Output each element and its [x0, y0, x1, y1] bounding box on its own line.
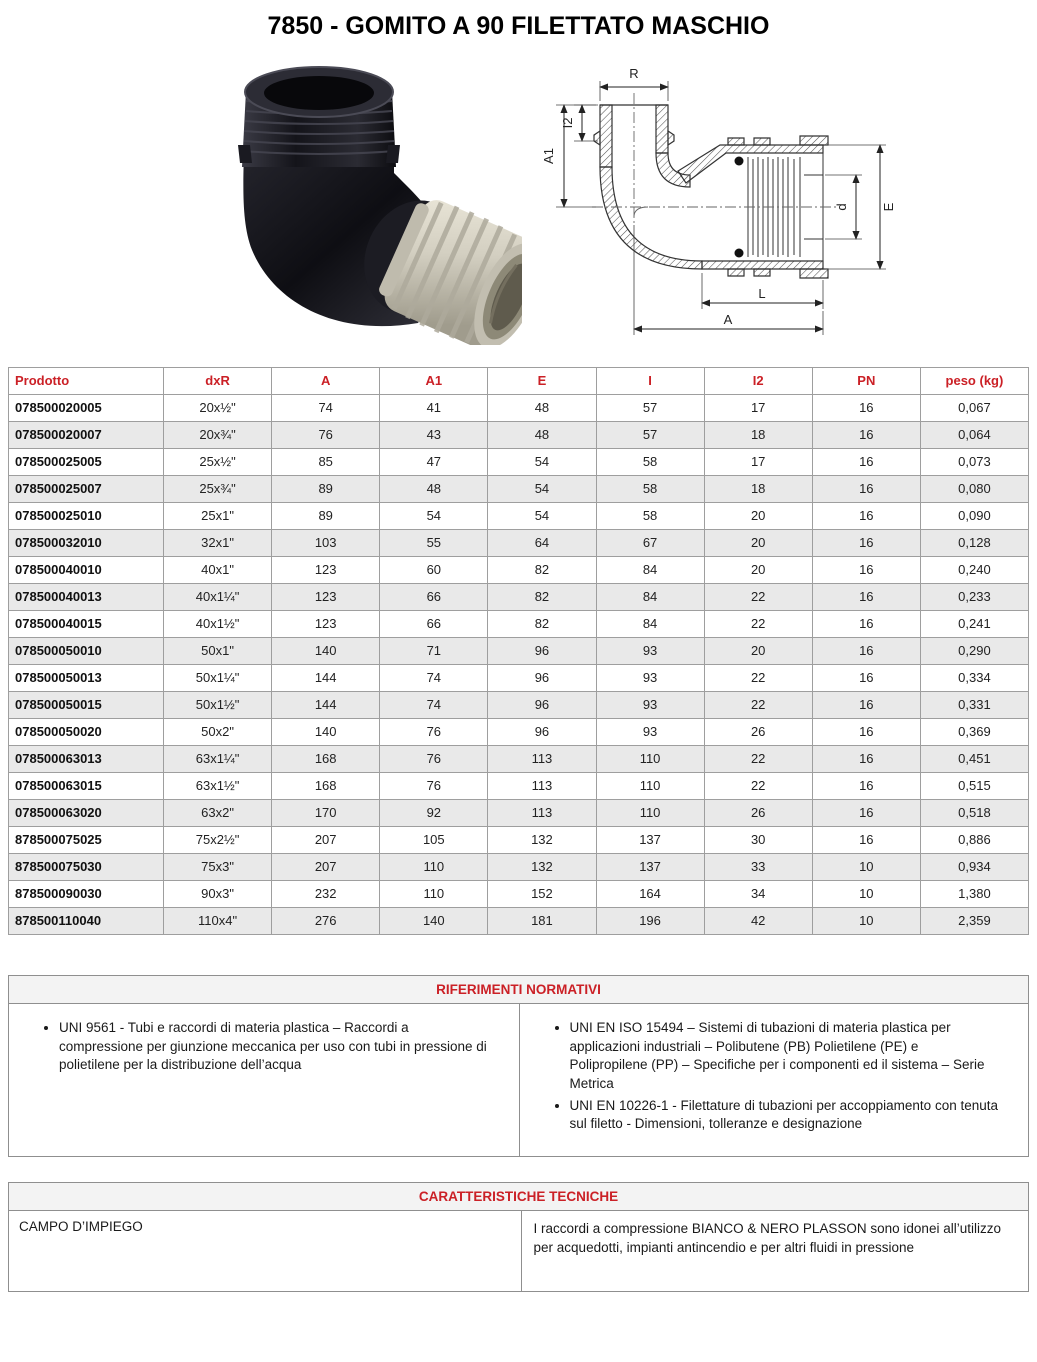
dimension-cell: 0,067 [920, 395, 1028, 422]
table-row [9, 422, 1029, 449]
dimension-cell: 168 [272, 773, 380, 800]
table-row [9, 881, 1029, 908]
dimension-cell: 110 [380, 881, 488, 908]
dimension-cell: 76 [380, 746, 488, 773]
dimension-cell: 60 [380, 557, 488, 584]
dimension-cell: 93 [596, 719, 704, 746]
normative-item: • UNI EN 10226-1 - Filettature di tubazioni per accoppiamento con tenuta sul filetto - Dimensioni, tolleranze e designazione [570, 1097, 999, 1134]
dimension-cell: 16 [812, 692, 920, 719]
product-code-cell: 078500063020 [9, 800, 164, 827]
dimension-cell: 48 [380, 476, 488, 503]
dimension-cell: 196 [596, 908, 704, 935]
col-header-peso: peso (kg) [920, 368, 1028, 395]
normative-list-right [550, 1019, 999, 1134]
dimension-cell: 74 [380, 665, 488, 692]
dimension-cell: 16 [812, 584, 920, 611]
dimension-cell: 22 [704, 692, 812, 719]
dimension-cell: 40x1¼" [164, 584, 272, 611]
col-header-prodotto: Prodotto [9, 368, 164, 395]
product-code-cell: 078500025005 [9, 449, 164, 476]
dimension-cell: 10 [812, 854, 920, 881]
product-code-cell: 878500075030 [9, 854, 164, 881]
dimension-cell: 140 [272, 719, 380, 746]
dimension-cell: 0,331 [920, 692, 1028, 719]
col-header-a1: A1 [380, 368, 488, 395]
table-row [9, 908, 1029, 935]
dimension-cell: 0,515 [920, 773, 1028, 800]
dimension-cell: 50x2" [164, 719, 272, 746]
page-title: 7850 - GOMITO A 90 FILETTATO MASCHIO [267, 12, 770, 40]
dimension-cell: 0,090 [920, 503, 1028, 530]
dimension-cell: 110x4" [164, 908, 272, 935]
dimension-cell: 54 [380, 503, 488, 530]
product-code-cell: 078500025007 [9, 476, 164, 503]
dimension-cell: 0,128 [920, 530, 1028, 557]
product-code-cell: 078500020005 [9, 395, 164, 422]
dimension-cell: 0,080 [920, 476, 1028, 503]
dimension-cell: 16 [812, 827, 920, 854]
dimension-cell: 50x1¼" [164, 665, 272, 692]
dimension-cell: 84 [596, 584, 704, 611]
dimension-cell: 25x¾" [164, 476, 272, 503]
dim-label-d: d [834, 203, 849, 211]
table-row [9, 611, 1029, 638]
dimension-cell: 82 [488, 611, 596, 638]
product-code-cell: 878500090030 [9, 881, 164, 908]
dimension-cell: 66 [380, 584, 488, 611]
dimension-cell: 75x3" [164, 854, 272, 881]
product-code-cell: 878500075025 [9, 827, 164, 854]
dimension-cell: 0,241 [920, 611, 1028, 638]
col-header-i: I [596, 368, 704, 395]
dimension-cell: 276 [272, 908, 380, 935]
dimension-cell: 16 [812, 611, 920, 638]
dimension-cell: 144 [272, 692, 380, 719]
dimension-cell: 63x1½" [164, 773, 272, 800]
dimension-cell: 16 [812, 719, 920, 746]
dim-label-i2: I2 [560, 117, 575, 129]
dimension-cell: 0,934 [920, 854, 1028, 881]
dimension-cell: 58 [596, 476, 704, 503]
dimension-cell: 47 [380, 449, 488, 476]
product-code-cell: 078500050013 [9, 665, 164, 692]
dimension-cell: 132 [488, 854, 596, 881]
dimension-cell: 0,240 [920, 557, 1028, 584]
dimension-cell: 96 [488, 665, 596, 692]
dimension-cell: 152 [488, 881, 596, 908]
dimension-cell: 113 [488, 773, 596, 800]
dimension-cell: 137 [596, 854, 704, 881]
table-row [9, 746, 1029, 773]
dimension-cell: 0,233 [920, 584, 1028, 611]
dimension-cell: 0,073 [920, 449, 1028, 476]
table-row [9, 395, 1029, 422]
dim-label-a1: A1 [541, 148, 556, 164]
table-row [9, 719, 1029, 746]
dimension-cell: 54 [488, 449, 596, 476]
dimension-cell: 16 [812, 557, 920, 584]
dimension-cell: 16 [812, 395, 920, 422]
dimension-cell: 113 [488, 800, 596, 827]
product-code-cell: 078500063013 [9, 746, 164, 773]
product-code-cell: 878500110040 [9, 908, 164, 935]
dimension-cell: 18 [704, 422, 812, 449]
product-code-cell: 078500063015 [9, 773, 164, 800]
table-row [9, 692, 1029, 719]
product-code-cell: 078500050010 [9, 638, 164, 665]
dimension-cell: 25x½" [164, 449, 272, 476]
dimension-cell: 40x1½" [164, 611, 272, 638]
technical-row-value: I raccordi a compressione BIANCO & NERO PLASSON sono idonei all’utilizzo per acquedotti, impianti antincendio e per altri fluidi in pressione [521, 1211, 1028, 1291]
dim-label-r: R [629, 66, 639, 81]
dimension-cell: 132 [488, 827, 596, 854]
dimension-cell: 57 [596, 395, 704, 422]
dimension-cell: 16 [812, 449, 920, 476]
dimension-cell: 64 [488, 530, 596, 557]
dimension-cell: 0,064 [920, 422, 1028, 449]
dimension-cell: 50x1½" [164, 692, 272, 719]
dimension-cell: 34 [704, 881, 812, 908]
dimension-cell: 16 [812, 638, 920, 665]
table-row [9, 449, 1029, 476]
dimension-cell: 26 [704, 800, 812, 827]
dimension-cell: 2,359 [920, 908, 1028, 935]
dimension-cell: 16 [812, 773, 920, 800]
table-row [9, 800, 1029, 827]
dimension-cell: 32x1" [164, 530, 272, 557]
dim-label-l: L [758, 286, 766, 301]
dimension-cell: 105 [380, 827, 488, 854]
dimensions-table [8, 367, 1029, 935]
dimension-cell: 76 [380, 773, 488, 800]
dimension-cell: 110 [596, 746, 704, 773]
normative-item: • UNI 9561 - Tubi e raccordi di materia plastica – Raccordi a compressione per giunzione meccanica per uso con tubi in pressione di polietilene per la distribuzione dell’acqua [59, 1019, 489, 1075]
dimension-cell: 181 [488, 908, 596, 935]
dimension-cell: 164 [596, 881, 704, 908]
dimension-cell: 54 [488, 503, 596, 530]
dimension-cell: 48 [488, 422, 596, 449]
dimension-cell: 66 [380, 611, 488, 638]
product-photo [156, 45, 522, 345]
dimension-cell: 93 [596, 692, 704, 719]
dimension-cell: 63x2" [164, 800, 272, 827]
dimension-cell: 0,518 [920, 800, 1028, 827]
dimension-cell: 140 [272, 638, 380, 665]
dimension-cell: 123 [272, 611, 380, 638]
dimension-cell: 55 [380, 530, 488, 557]
normative-column-right [519, 1004, 1029, 1156]
dimension-cell: 58 [596, 503, 704, 530]
dimension-cell: 18 [704, 476, 812, 503]
dimension-cell: 41 [380, 395, 488, 422]
dimension-cell: 22 [704, 611, 812, 638]
dimension-cell: 84 [596, 557, 704, 584]
normative-list-left [39, 1019, 489, 1075]
dimension-cell: 84 [596, 611, 704, 638]
dimension-cell: 63x1¼" [164, 746, 272, 773]
dimension-cell: 40x1" [164, 557, 272, 584]
table-row [9, 773, 1029, 800]
product-code-cell: 078500040010 [9, 557, 164, 584]
dimension-cell: 67 [596, 530, 704, 557]
dimension-cell: 20x½" [164, 395, 272, 422]
dimension-cell: 30 [704, 827, 812, 854]
dimension-cell: 140 [380, 908, 488, 935]
dimension-cell: 92 [380, 800, 488, 827]
dimension-cell: 57 [596, 422, 704, 449]
dimension-cell: 42 [704, 908, 812, 935]
dimension-cell: 74 [272, 395, 380, 422]
dim-label-e: E [881, 202, 896, 212]
dimension-cell: 16 [812, 800, 920, 827]
table-row [9, 503, 1029, 530]
dimension-cell: 0,290 [920, 638, 1028, 665]
dimension-cell: 25x1" [164, 503, 272, 530]
dimension-cell: 0,451 [920, 746, 1028, 773]
dimension-cell: 137 [596, 827, 704, 854]
normative-section [8, 975, 1029, 1157]
product-code-cell: 078500040015 [9, 611, 164, 638]
dimension-cell: 89 [272, 476, 380, 503]
table-row [9, 665, 1029, 692]
product-code-cell: 078500050015 [9, 692, 164, 719]
dimension-cell: 93 [596, 638, 704, 665]
dimension-cell: 82 [488, 584, 596, 611]
product-code-cell: 078500050020 [9, 719, 164, 746]
normative-column-left [9, 1004, 519, 1156]
dimension-cell: 71 [380, 638, 488, 665]
dimension-cell: 20 [704, 530, 812, 557]
col-header-a: A [272, 368, 380, 395]
dimension-cell: 170 [272, 800, 380, 827]
dim-label-a: A [723, 312, 733, 327]
dimension-cell: 123 [272, 584, 380, 611]
dimension-cell: 10 [812, 881, 920, 908]
technical-section [8, 1182, 1029, 1292]
dimension-cell: 20 [704, 557, 812, 584]
dimension-cell: 110 [596, 773, 704, 800]
table-header-row [9, 368, 1029, 395]
product-code-cell: 078500040013 [9, 584, 164, 611]
dimension-cell: 0,886 [920, 827, 1028, 854]
normative-section-title: RIFERIMENTI NORMATIVI [9, 976, 1028, 1004]
col-header-i2: I2 [704, 368, 812, 395]
dimension-cell: 207 [272, 827, 380, 854]
dimension-cell: 1,380 [920, 881, 1028, 908]
dimension-cell: 207 [272, 854, 380, 881]
table-body [9, 395, 1029, 935]
product-code-cell: 078500020007 [9, 422, 164, 449]
dimension-cell: 16 [812, 476, 920, 503]
dimension-cell: 16 [812, 530, 920, 557]
product-code-cell: 078500032010 [9, 530, 164, 557]
dimension-cell: 20 [704, 638, 812, 665]
dimension-cell: 123 [272, 557, 380, 584]
dimension-cell: 110 [380, 854, 488, 881]
col-header-dxr: dxR [164, 368, 272, 395]
dimension-cell: 22 [704, 773, 812, 800]
dimension-cell: 75x2½" [164, 827, 272, 854]
dimension-cell: 96 [488, 638, 596, 665]
table-row [9, 530, 1029, 557]
dimension-cell: 103 [272, 530, 380, 557]
technical-row [9, 1211, 1028, 1291]
dimension-cell: 90x3" [164, 881, 272, 908]
col-header-pn: PN [812, 368, 920, 395]
dimension-cell: 74 [380, 692, 488, 719]
dimension-cell: 16 [812, 503, 920, 530]
dimension-cell: 110 [596, 800, 704, 827]
dimension-cell: 17 [704, 395, 812, 422]
technical-section-title: CARATTERISTICHE TECNICHE [9, 1183, 1028, 1211]
dimension-cell: 232 [272, 881, 380, 908]
dimension-cell: 89 [272, 503, 380, 530]
technical-drawing-image [538, 57, 1012, 357]
table-row [9, 638, 1029, 665]
dimension-cell: 16 [812, 422, 920, 449]
dimension-cell: 10 [812, 908, 920, 935]
dimension-cell: 33 [704, 854, 812, 881]
dimension-cell: 16 [812, 746, 920, 773]
dimension-cell: 20 [704, 503, 812, 530]
dimension-cell: 96 [488, 692, 596, 719]
dimension-cell: 22 [704, 746, 812, 773]
dimension-cell: 50x1" [164, 638, 272, 665]
dimension-cell: 0,334 [920, 665, 1028, 692]
dimension-cell: 48 [488, 395, 596, 422]
table-row [9, 827, 1029, 854]
dimension-cell: 17 [704, 449, 812, 476]
col-header-e: E [488, 368, 596, 395]
dimension-cell: 168 [272, 746, 380, 773]
dimension-cell: 22 [704, 665, 812, 692]
dimension-cell: 22 [704, 584, 812, 611]
dimension-cell: 20x¾" [164, 422, 272, 449]
dimension-cell: 54 [488, 476, 596, 503]
dimension-cell: 144 [272, 665, 380, 692]
product-photo-image [156, 45, 522, 345]
table-row [9, 476, 1029, 503]
dimension-cell: 76 [272, 422, 380, 449]
technical-drawing [538, 57, 1012, 357]
table-row [9, 557, 1029, 584]
dimension-cell: 26 [704, 719, 812, 746]
table-row [9, 584, 1029, 611]
dimension-cell: 93 [596, 665, 704, 692]
dimension-cell: 43 [380, 422, 488, 449]
product-code-cell: 078500025010 [9, 503, 164, 530]
media-row [0, 45, 1037, 367]
dimension-cell: 16 [812, 665, 920, 692]
dimension-cell: 82 [488, 557, 596, 584]
dimension-cell: 76 [380, 719, 488, 746]
normative-columns [9, 1004, 1028, 1156]
dimension-cell: 85 [272, 449, 380, 476]
dimension-cell: 58 [596, 449, 704, 476]
dimension-cell: 0,369 [920, 719, 1028, 746]
technical-row-label: CAMPO D’IMPIEGO [19, 1219, 143, 1234]
dimension-cell: 96 [488, 719, 596, 746]
dimension-cell: 113 [488, 746, 596, 773]
normative-item: • UNI EN ISO 15494 – Sistemi di tubazioni di materia plastica per applicazioni industriali – Polibutene (PB) Polietilene (PE) e Polipropilene (PP) – Specifiche per i componenti ed il sistema – Serie Metrica [570, 1019, 999, 1094]
table-row [9, 854, 1029, 881]
